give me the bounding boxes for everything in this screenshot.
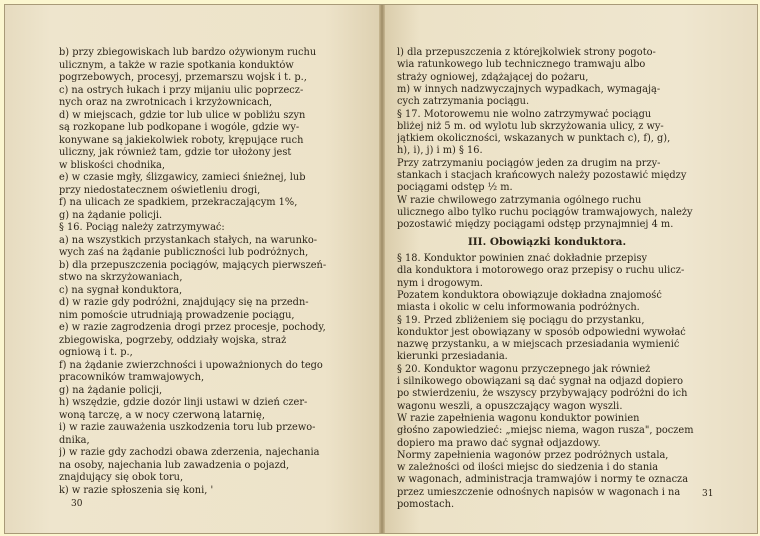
text-line: w bliskości chodnika,: [59, 159, 165, 171]
text-line: w wagonach, administracja tramwajów i normy te oznacza: [397, 474, 689, 486]
text-line: § 17. Motorowemu nie wolno zatrzymywać pociągu: [397, 108, 652, 120]
text-line: a) na wszystkich przystankach stałych, na warunko-: [59, 234, 318, 246]
text-line: d) w razie gdy podróżni, znajdujący się na przedn-: [59, 297, 309, 308]
text-line: po stwierdzeniu, że wszyscy przybywający podróżni do ich: [397, 388, 688, 400]
open-booklet: [4, 4, 758, 534]
book-spine: [379, 5, 385, 533]
text-line: na osoby, najechania lub zawadzenia o pojazd,: [59, 459, 290, 471]
text-line: i) w razie zauważenia uszkodzenia toru lub przewo-: [59, 422, 316, 433]
text-line: b) przy zbiegowiskach lub bardzo ożywionym ruchu: [59, 47, 317, 58]
text-line: nym i drogowym.: [397, 277, 483, 289]
text-line: pomostach.: [397, 499, 455, 510]
text-line: m) w innych nadzwyczajnych wypadkach, wymagają-: [397, 83, 661, 95]
text-line: § 19. Przed zbliżeniem się pociągu do przystanku,: [397, 314, 645, 326]
text-line: kierunki przesiadania.: [397, 351, 508, 363]
text-line: Przy zatrzymaniu pociągów jeden za drugim na przy-: [397, 157, 661, 169]
text-line: nazwę przystanku, a w miejscach przesiadania wymienić: [397, 339, 680, 351]
text-line: Pozatem konduktora obowiązuje dokładna znajomość: [397, 289, 662, 301]
text-line: k) w razie spłoszenia się koni, ': [59, 484, 214, 496]
text-line: zbiegowiska, pogrzeby, oddziały wojska, straż: [59, 334, 287, 346]
text-line: miasta i okolic w celu informowania podróżnych.: [397, 302, 640, 314]
text-line: nim pomoście utrudniają prowadzenie pociągu,: [59, 309, 295, 321]
text-line: stwo na skrzyżowaniach,: [59, 272, 183, 283]
text-line: l) dla przepuszczenia z którejkolwiek strony pogoto-: [397, 47, 656, 58]
text-line: W razie zapełnienia wagonu konduktor powinien: [397, 412, 640, 424]
text-line: głośno zapowiedzieć: „miejsc niema, wagon rusza", poczem: [397, 425, 694, 437]
text-line: f) na ulicach ze spadkiem, przekraczającym 1%,: [59, 197, 298, 208]
text-line: dla konduktora i motorowego oraz przepisy o ruchu ulicz-: [397, 265, 685, 277]
text-line: dnika,: [59, 434, 90, 446]
text-line: § 20. Konduktor wagonu przyczepnego jak również: [397, 363, 651, 375]
text-line: § 18. Konduktor powinien znać dokładnie przepisy: [397, 253, 648, 264]
text-line: ulicznym, a także w razie spotkania konduktów: [59, 59, 294, 71]
text-line: woną tarczę, a w nocy czerwoną latarnię,: [59, 409, 265, 421]
text-line: j) w razie gdy zachodzi obawa zderzenia, najechania: [59, 447, 320, 458]
text-line: cych zatrzymania pociągu.: [397, 96, 530, 108]
page-number-right: 31: [702, 489, 714, 499]
text-line: d) w miejscach, gdzie tor lub ulice w pobliżu szyn: [59, 109, 306, 121]
text-line: h), i), j) i m) § 16.: [397, 145, 483, 157]
text-line: e) w razie zagrodzenia drogi przez procesje, pochody,: [59, 322, 326, 333]
section-16-heading: § 16. Pociąg należy zatrzymywać:: [59, 222, 225, 233]
text-line: i silnikowego obowiązani są dać sygnał na odjazd dopiero: [397, 376, 684, 387]
chapter-heading: III. Obowiązki konduktora.: [467, 236, 627, 248]
text-line: Normy zapełnienia wagonów przez podróżnych ustala,: [397, 449, 669, 461]
text-line: ulicznego albo tylko ruchu pociągów tramwajowych, należy: [397, 206, 693, 218]
text-line: ogniową i t. p.,: [59, 347, 133, 358]
text-line: nych oraz na zwrotnicach i krzyżownicach,: [59, 97, 273, 108]
text-line: g) na żądanie policji.: [59, 209, 163, 221]
text-line: e) w czasie mgły, ślizgawicy, zamieci śnieżnej, lub: [59, 172, 306, 183]
text-line: konywane są jakiekolwiek roboty, krępujące ruch: [59, 134, 304, 146]
text-line: g) na żądanie policji,: [59, 384, 163, 396]
text-line: przy niedostatecznem oświetleniu drogi,: [59, 184, 261, 196]
text-line: uliczny, jak również tam, gdzie tor ułożony jest: [59, 147, 292, 158]
text-line: h) wszędzie, gdzie dozór linji ustawi w dzień czer-: [59, 397, 308, 408]
text-line: pociągami odstęp ½ m.: [397, 182, 513, 194]
text-line: pogrzebowych, procesyj, przemarszu wojsk i t. p.,: [59, 72, 307, 83]
text-line: są rozkopane lub podkopane i wogóle, gdzie wy-: [59, 122, 300, 133]
text-line: znajdujący się obok toru,: [59, 472, 184, 483]
text-line: bliżej niż 5 m. od wylotu lub skrzyżowania ulicy, z wy-: [397, 120, 664, 132]
text-line: c) na sygnał konduktora,: [59, 284, 183, 296]
text-line: jątkiem okoliczności, wskazanych w punktach c), f), g),: [397, 133, 671, 145]
text-line: konduktor jest obowiązany w sposób odpowiedni wywołać: [397, 326, 686, 338]
text-line: w zależności od ilości miejsc do siedzenia i do stania: [397, 462, 659, 474]
text-line: c) na ostrych łukach i przy mijaniu ulic poprzecz-: [59, 84, 304, 96]
text-line: f) na żądanie zwierzchności i upoważnionych do tego: [59, 359, 323, 371]
text-line: wych zaś na żądanie publiczności lub podróżnych,: [59, 247, 309, 258]
text-line: pozostawić między pociągami odstęp przynajmniej 4 m.: [397, 219, 674, 231]
text-line: straży ogniowej, zdążającej do pożaru,: [397, 71, 589, 83]
text-line: b) dla przepuszczenia pociągów, mających pierwszeń-: [59, 259, 327, 271]
text-line: dopiero ma prawo dać sygnał odjazdowy.: [397, 437, 601, 449]
page-number-left: 30: [71, 499, 83, 509]
text-line: wia ratunkowego lub technicznego tramwaju albo: [397, 59, 646, 71]
text-line: W razie chwilowego zatrzymania ogólnego ruchu: [397, 194, 642, 206]
text-line: pracowników tramwajowych,: [59, 372, 205, 383]
text-line: wagonu weszli, a opuszczający wagon wyszli.: [397, 400, 623, 412]
text-line: stankach i stacjach krańcowych należy pozostawić między: [397, 170, 687, 181]
text-line: przez umieszczenie odnośnych napisów w wagonach i na: [397, 486, 681, 498]
